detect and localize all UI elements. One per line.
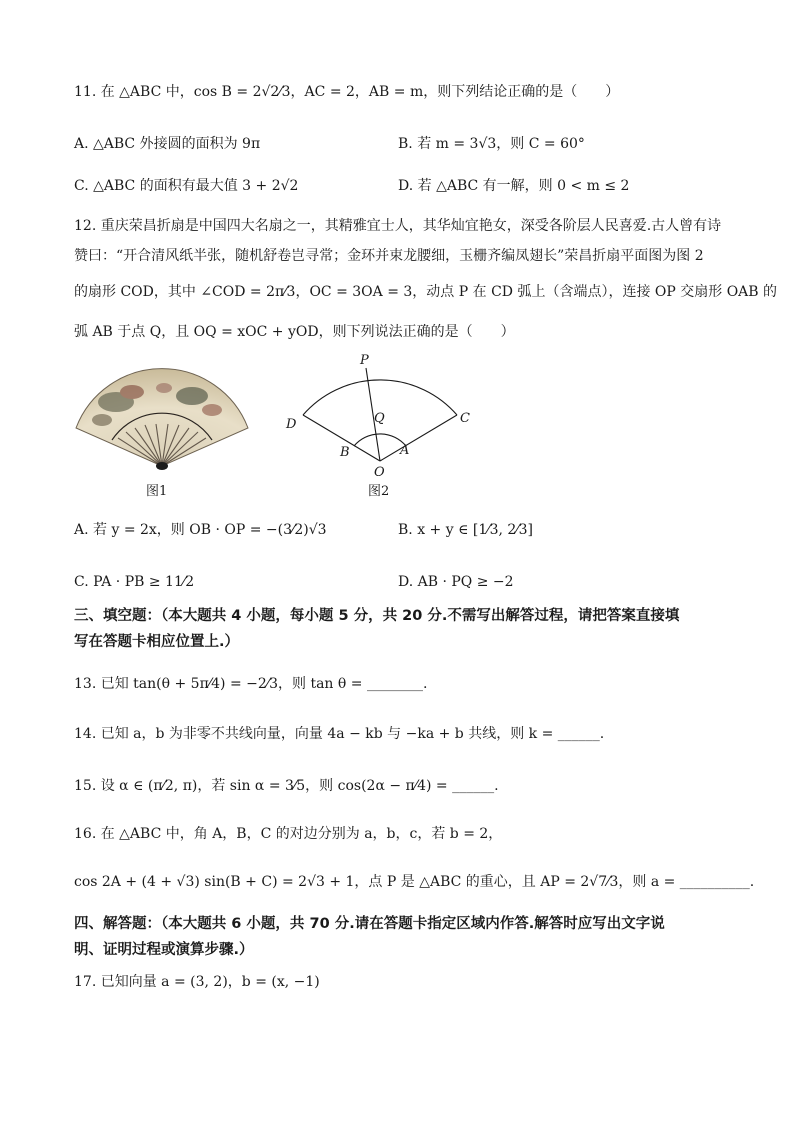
q14: 14. 已知 a，b 为非零不共线向量，向量 4a − kb 与 −ka + b 共线，则 k = ______. — [74, 726, 605, 742]
section-4-heading-line-1: 四、解答题：（本大题共 6 小题，共 70 分.请在答题卡指定区域内作答.解答时应写出文字说 — [74, 916, 665, 932]
q12-line-2: 赞曰：“开合清风纸半张，随机舒卷岂寻常；金环并束龙腰细，玉栅齐编凤翅长”荣昌折扇平面图为图 2 — [74, 248, 704, 264]
q12-option-c: C. PA · PB ≥ 11⁄2 — [74, 574, 195, 590]
q13: 13. 已知 tan(θ + 5π⁄4) = −2⁄3，则 tan θ = ________. — [74, 676, 428, 692]
section-3-heading-line-2: 写在答题卡相应位置上.） — [74, 634, 240, 650]
label-d: D — [286, 417, 297, 432]
label-p: P — [360, 353, 369, 368]
q12-option-a: A. 若 y = 2x，则 OB · OP = −(3⁄2)√3 — [74, 522, 327, 538]
q12-line-3: 的扇形 COD，其中 ∠COD = 2π⁄3，OC = 3OA = 3，动点 P 在 CD 弧上（含端点），连接 OP 交扇形 OAB 的 — [74, 284, 778, 300]
label-q: Q — [374, 411, 385, 426]
q12-line-1: 12. 重庆荣昌折扇是中国四大名扇之一，其精雅宜士人，其华灿宜艳女，深受各阶层人民喜爱.古人曾有诗 — [74, 218, 722, 234]
section-4-heading-line-2: 明、证明过程或演算步骤.） — [74, 942, 254, 958]
q12-option-d: D. AB · PQ ≥ −2 — [398, 574, 514, 590]
sector-diagram — [276, 352, 486, 480]
label-c: C — [460, 411, 470, 426]
figure-1-caption: 图1 — [146, 484, 168, 499]
q11-option-b: B. 若 m = 3√3，则 C = 60° — [398, 136, 585, 152]
q15: 15. 设 α ∈ (π⁄2, π)，若 sin α = 3⁄5，则 cos(2α − π⁄4) = ______. — [74, 778, 499, 794]
q16-line-2: cos 2A + (4 + √3) sin(B + C) = 2√3 + 1，点 P 是 △ABC 的重心，且 AP = 2√7⁄3，则 a = __________. — [74, 874, 755, 890]
q11-stem: 11. 在 △ABC 中，cos B = 2√2⁄3，AC = 2，AB = m，则下列结论正确的是（ ） — [74, 84, 620, 100]
section-3-heading-line-1: 三、填空题：（本大题共 4 小题，每小题 5 分，共 20 分.不需写出解答过程，请把答案直接填 — [74, 608, 680, 624]
q12-line-4: 弧 AB 于点 Q，且 OQ = xOC + yOD，则下列说法正确的是（ ） — [74, 324, 515, 340]
label-b: B — [340, 445, 350, 460]
q16-line-1: 16. 在 △ABC 中，角 A，B，C 的对边分别为 a，b，c，若 b = 2， — [74, 826, 503, 842]
q11-option-c: C. △ABC 的面积有最大值 3 + 2√2 — [74, 178, 299, 194]
q11-option-d: D. 若 △ABC 有一解，则 0 < m ≤ 2 — [398, 178, 630, 194]
label-o: O — [374, 465, 385, 480]
q17: 17. 已知向量 a = (3, 2)，b = (x, −1) — [74, 974, 320, 990]
figure-2-caption: 图2 — [368, 484, 390, 499]
q12-option-b: B. x + y ∈ [1⁄3, 2⁄3] — [398, 522, 534, 538]
folding-fan-photo — [72, 362, 252, 474]
label-a: A — [400, 443, 410, 458]
q11-option-a: A. △ABC 外接圆的面积为 9π — [74, 136, 261, 152]
